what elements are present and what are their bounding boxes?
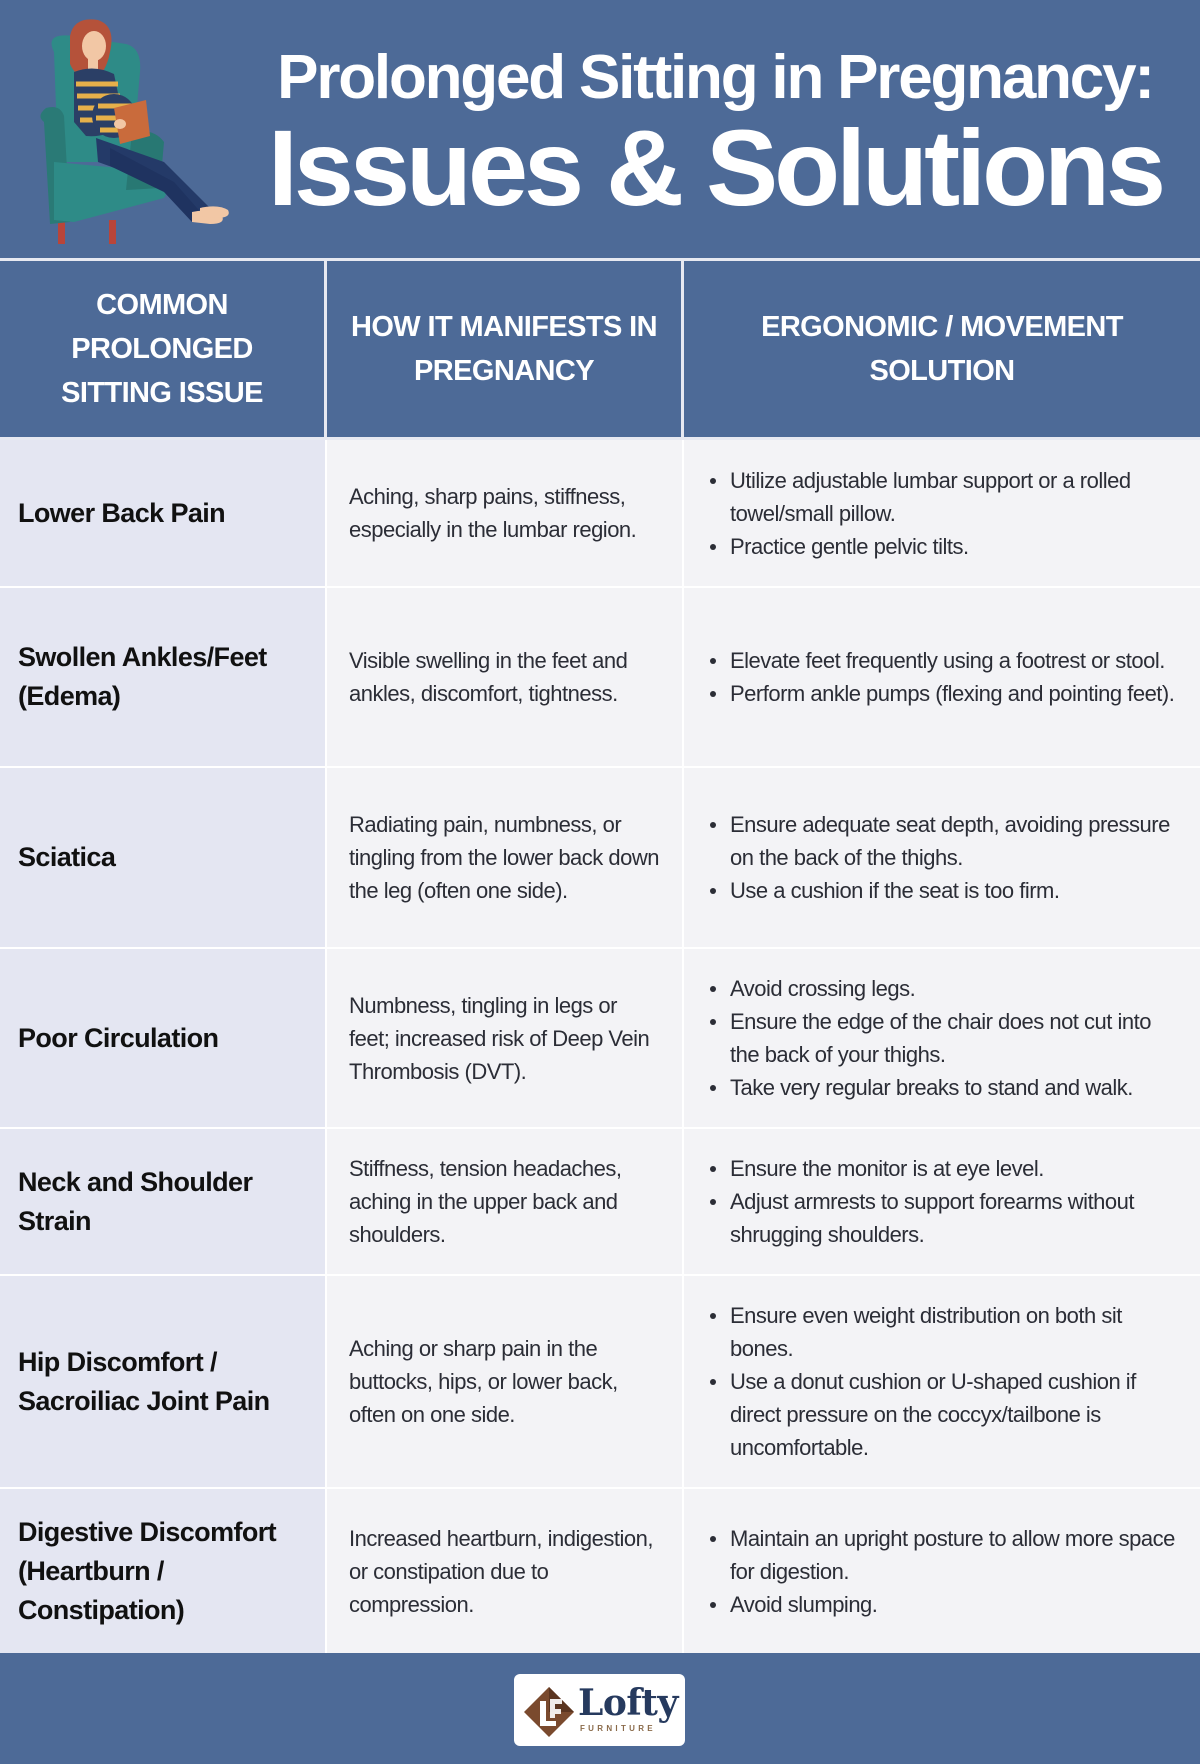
issue-cell: Hip Discomfort / Sacroiliac Joint Pain xyxy=(0,1276,327,1487)
manifests-cell: Aching, sharp pains, stiffness, especially in the lumbar region. xyxy=(327,440,684,586)
solution-item: Maintain an upright posture to allow more space for digestion. xyxy=(706,1522,1182,1588)
solution-cell xyxy=(684,1276,1200,1487)
table-header xyxy=(0,258,1200,440)
table-row xyxy=(0,768,1200,949)
lofty-diamond-logo-icon xyxy=(522,1685,576,1739)
logo-wordmark: Lofty xyxy=(578,1682,678,1724)
issue-cell: Neck and Shoulder Strain xyxy=(0,1129,327,1274)
solution-item: Avoid crossing legs. xyxy=(706,972,1182,1005)
manifests-cell: Aching or sharp pain in the buttocks, hips, or lower back, often on one side. xyxy=(327,1276,684,1487)
solution-item: Ensure even weight distribution on both sit bones. xyxy=(706,1299,1182,1365)
title-line-2: Issues & Solutions xyxy=(267,107,1163,228)
manifests-cell: Stiffness, tension headaches, aching in the upper back and shoulders. xyxy=(327,1129,684,1274)
solution-cell xyxy=(684,949,1200,1127)
manifests-cell: Increased heartburn, indigestion, or constipation due to compression. xyxy=(327,1489,684,1653)
solution-cell xyxy=(684,588,1200,766)
pregnant-woman-in-armchair-icon xyxy=(14,12,240,248)
issue-cell: Digestive Discomfort (Heartburn / Constipation) xyxy=(0,1489,327,1653)
solution-item: Practice gentle pelvic tilts. xyxy=(706,530,1182,563)
solution-item: Ensure the edge of the chair does not cut into the back of your thighs. xyxy=(706,1005,1182,1071)
issue-cell: Poor Circulation xyxy=(0,949,327,1127)
table-row xyxy=(0,949,1200,1129)
solution-item: Ensure adequate seat depth, avoiding pressure on the back of the thighs. xyxy=(706,808,1182,874)
solution-item: Elevate feet frequently using a footrest or stool. xyxy=(706,644,1174,677)
solution-item: Use a donut cushion or U-shaped cushion if direct pressure on the coccyx/tailbone is uncomfortable. xyxy=(706,1365,1182,1464)
solution-cell xyxy=(684,440,1200,586)
table-row xyxy=(0,440,1200,588)
issues-table xyxy=(0,258,1200,1653)
solution-item: Take very regular breaks to stand and walk. xyxy=(706,1071,1182,1104)
table-row xyxy=(0,1276,1200,1489)
column-header-issue: COMMON PROLONGED SITTING ISSUE xyxy=(0,261,327,437)
solution-item: Adjust armrests to support forearms without shrugging shoulders. xyxy=(706,1185,1182,1251)
table-row xyxy=(0,588,1200,768)
issue-cell: Lower Back Pain xyxy=(0,440,327,586)
manifests-cell: Numbness, tingling in legs or feet; increased risk of Deep Vein Thrombosis (DVT). xyxy=(327,949,684,1127)
solution-item: Ensure the monitor is at eye level. xyxy=(706,1152,1182,1185)
solution-item: Use a cushion if the seat is too firm. xyxy=(706,874,1182,907)
header-banner xyxy=(0,0,1200,258)
title-line-1: Prolonged Sitting in Pregnancy: xyxy=(277,43,1153,112)
footer xyxy=(0,1656,1200,1764)
brand-logo[interactable] xyxy=(514,1674,685,1746)
solution-item: Avoid slumping. xyxy=(706,1588,1182,1621)
solution-item: Utilize adjustable lumbar support or a rolled towel/small pillow. xyxy=(706,464,1182,530)
manifests-cell: Radiating pain, numbness, or tingling from the lower back down the leg (often one side). xyxy=(327,768,684,947)
column-header-solution: ERGONOMIC / MOVEMENT SOLUTION xyxy=(761,311,1123,387)
solution-cell xyxy=(684,1129,1200,1274)
page-title xyxy=(240,42,1190,228)
solution-item: Perform ankle pumps (flexing and pointing feet). xyxy=(706,677,1174,710)
logo-subtext: FURNITURE xyxy=(580,1724,656,1733)
manifests-cell: Visible swelling in the feet and ankles, discomfort, tightness. xyxy=(327,588,684,766)
issue-cell: Sciatica xyxy=(0,768,327,947)
column-header-manifests: HOW IT MANIFESTS IN PREGNANCY xyxy=(327,261,684,437)
table-row xyxy=(0,1489,1200,1653)
solution-cell xyxy=(684,768,1200,947)
issue-cell: Swollen Ankles/Feet (Edema) xyxy=(0,588,327,766)
solution-cell xyxy=(684,1489,1200,1653)
table-row xyxy=(0,1129,1200,1276)
